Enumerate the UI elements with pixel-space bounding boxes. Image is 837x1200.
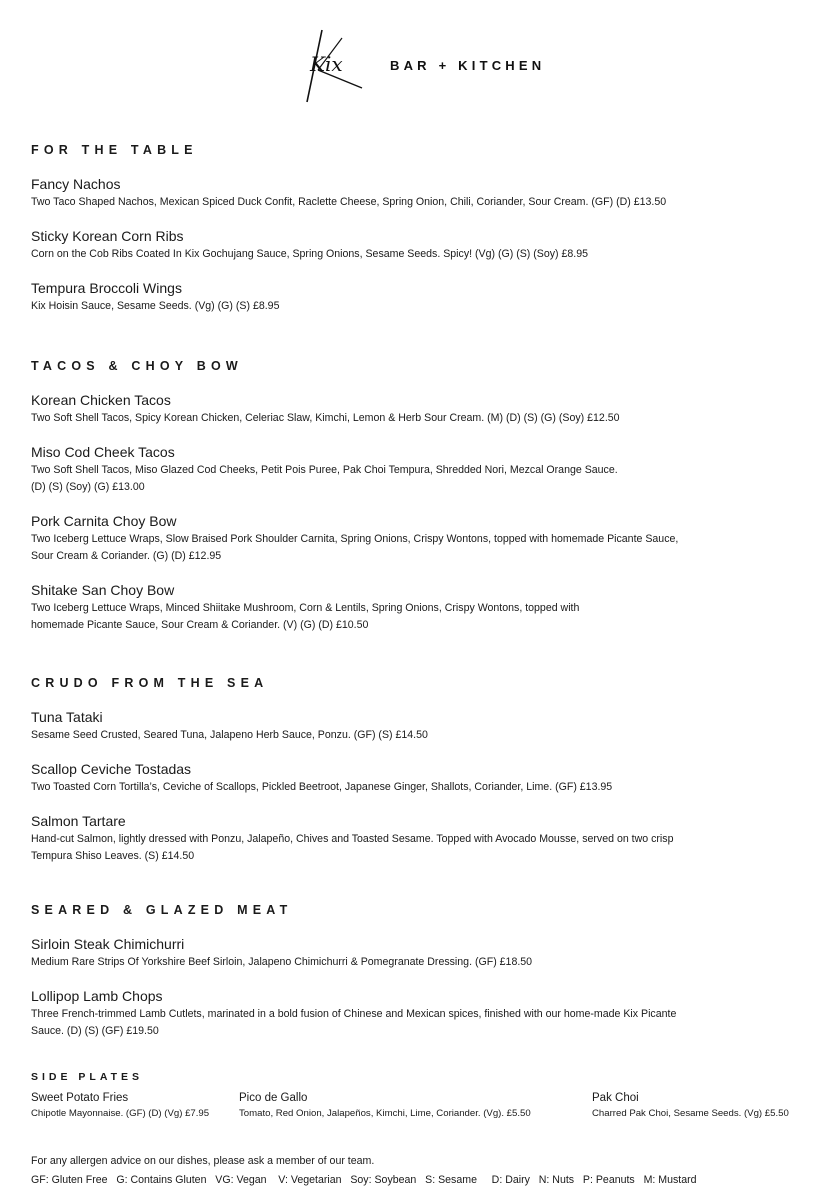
side-item	[31, 1090, 209, 1122]
logo-script: Kix	[310, 52, 343, 76]
side-item	[239, 1090, 531, 1122]
menu-item	[31, 707, 811, 744]
item-name: Pico de Gallo	[239, 1092, 308, 1104]
item-name: Sticky Korean Corn Ribs	[31, 228, 184, 244]
section-title: SIDE PLATES	[31, 1071, 144, 1083]
item-name: Pork Carnita Choy Bow	[31, 513, 177, 529]
item-desc: Kix Hoisin Sauce, Sesame Seeds. (Vg) (G) (S) £8.95	[31, 300, 280, 312]
section-title: SEARED & GLAZED MEAT	[31, 903, 293, 917]
item-desc: Two Iceberg Lettuce Wraps, Minced Shiitake Mushroom, Corn & Lentils, Spring Onions, Crispy Wontons, topped with	[31, 602, 580, 614]
menu-item	[31, 226, 811, 263]
side-item	[592, 1090, 789, 1122]
item-desc: Two Taco Shaped Nachos, Mexican Spiced Duck Confit, Raclette Cheese, Spring Onion, Chili, Coriander, Sour Cream. (GF) (D) £13.50	[31, 196, 667, 208]
menu-item	[31, 442, 811, 496]
item-name: Lollipop Lamb Chops	[31, 988, 163, 1004]
item-desc: Tempura Shiso Leaves. (S) £14.50	[31, 850, 195, 862]
item-name: Tempura Broccoli Wings	[31, 280, 182, 296]
item-desc: (D) (S) (Soy) (G) £13.00	[31, 481, 145, 493]
section-title: CRUDO FROM THE SEA	[31, 676, 269, 690]
item-desc: Tomato, Red Onion, Jalapeños, Kimchi, Lime, Coriander. (Vg). £5.50	[239, 1108, 531, 1119]
item-name: Pak Choi	[592, 1092, 639, 1104]
item-name: Fancy Nachos	[31, 176, 121, 192]
item-name: Shitake San Choy Bow	[31, 582, 175, 598]
allergen-advice: For any allergen advice on our dishes, please ask a member of our team.	[31, 1155, 375, 1167]
item-name: Sweet Potato Fries	[31, 1092, 129, 1104]
allergen-footer	[31, 1152, 697, 1190]
item-desc: Three French-trimmed Lamb Cutlets, marinated in a bold fusion of Chinese and Mexican spices, finished with our home-made Kix Picante	[31, 1008, 677, 1020]
menu-item	[31, 811, 811, 865]
item-desc: Two Soft Shell Tacos, Miso Glazed Cod Cheeks, Petit Pois Puree, Pak Choi Tempura, Shredded Nori, Mezcal Orange Sauce.	[31, 464, 618, 476]
menu-item	[31, 759, 811, 796]
item-desc: Corn on the Cob Ribs Coated In Kix Gochujang Sauce, Spring Onions, Sesame Seeds. Spicy! (Vg) (G) (S) (Soy) £8.95	[31, 248, 589, 260]
section-side-plates	[31, 1070, 811, 1119]
item-desc: Hand-cut Salmon, lightly dressed with Ponzu, Jalapeño, Chives and Toasted Sesame. Topped with Avocado Mousse, served on two crisp	[31, 833, 674, 845]
item-name: Sirloin Steak Chimichurri	[31, 936, 185, 952]
item-desc: Chipotle Mayonnaise. (GF) (D) (Vg) £7.95	[31, 1108, 210, 1119]
section-tacos-choy-bow	[31, 358, 811, 649]
section-crudo-from-the-sea	[31, 675, 811, 880]
menu-item	[31, 580, 811, 634]
section-title: TACOS & CHOY BOW	[31, 359, 243, 373]
item-desc: Medium Rare Strips Of Yorkshire Beef Sirloin, Jalapeno Chimichurri & Pomegranate Dressing. (GF) £18.50	[31, 956, 533, 968]
menu-item	[31, 511, 811, 565]
item-desc: homemade Picante Sauce, Sour Cream & Coriander. (V) (G) (D) £10.50	[31, 619, 369, 631]
logo	[300, 26, 560, 106]
item-desc: Sauce. (D) (S) (GF) £19.50	[31, 1025, 159, 1037]
item-desc: Charred Pak Choi, Sesame Seeds. (Vg) £5.50	[592, 1108, 789, 1119]
brand-name: BAR + KITCHEN	[390, 58, 546, 73]
menu-item	[31, 278, 811, 315]
section-title: FOR THE TABLE	[31, 143, 198, 157]
item-name: Tuna Tataki	[31, 709, 103, 725]
item-name: Scallop Ceviche Tostadas	[31, 761, 192, 777]
item-name: Miso Cod Cheek Tacos	[31, 444, 175, 460]
item-name: Salmon Tartare	[31, 813, 126, 829]
section-for-the-table	[31, 142, 811, 330]
item-desc: Two Toasted Corn Tortilla’s, Ceviche of Scallops, Pickled Beetroot, Japanese Ginger, Shallots, Coriander, Lime. (GF) £13.95	[31, 781, 613, 793]
item-desc: Sour Cream & Coriander. (G) (D) £12.95	[31, 550, 222, 562]
item-desc: Sesame Seed Crusted, Seared Tuna, Jalapeno Herb Sauce, Ponzu. (GF) (S) £14.50	[31, 729, 428, 741]
allergen-legend: GF: Gluten Free G: Contains Gluten VG: Vegan V: Vegetarian Soy: Soybean S: Sesame D: Dairy N: Nuts P: Peanuts M: Mustard	[31, 1174, 697, 1186]
menu-item	[31, 390, 811, 427]
section-seared-glazed-meat	[31, 902, 811, 1055]
item-name: Korean Chicken Tacos	[31, 392, 171, 408]
menu-item	[31, 174, 811, 211]
item-desc: Two Soft Shell Tacos, Spicy Korean Chicken, Celeriac Slaw, Kimchi, Lemon & Herb Sour Cream. (M) (D) (S) (G) (Soy) £12.50	[31, 412, 620, 424]
menu-item	[31, 934, 811, 971]
menu-item	[31, 986, 811, 1040]
item-desc: Two Iceberg Lettuce Wraps, Slow Braised Pork Shoulder Carnita, Spring Onions, Crispy Wontons, topped with homemade Picante Sauce,	[31, 533, 679, 545]
